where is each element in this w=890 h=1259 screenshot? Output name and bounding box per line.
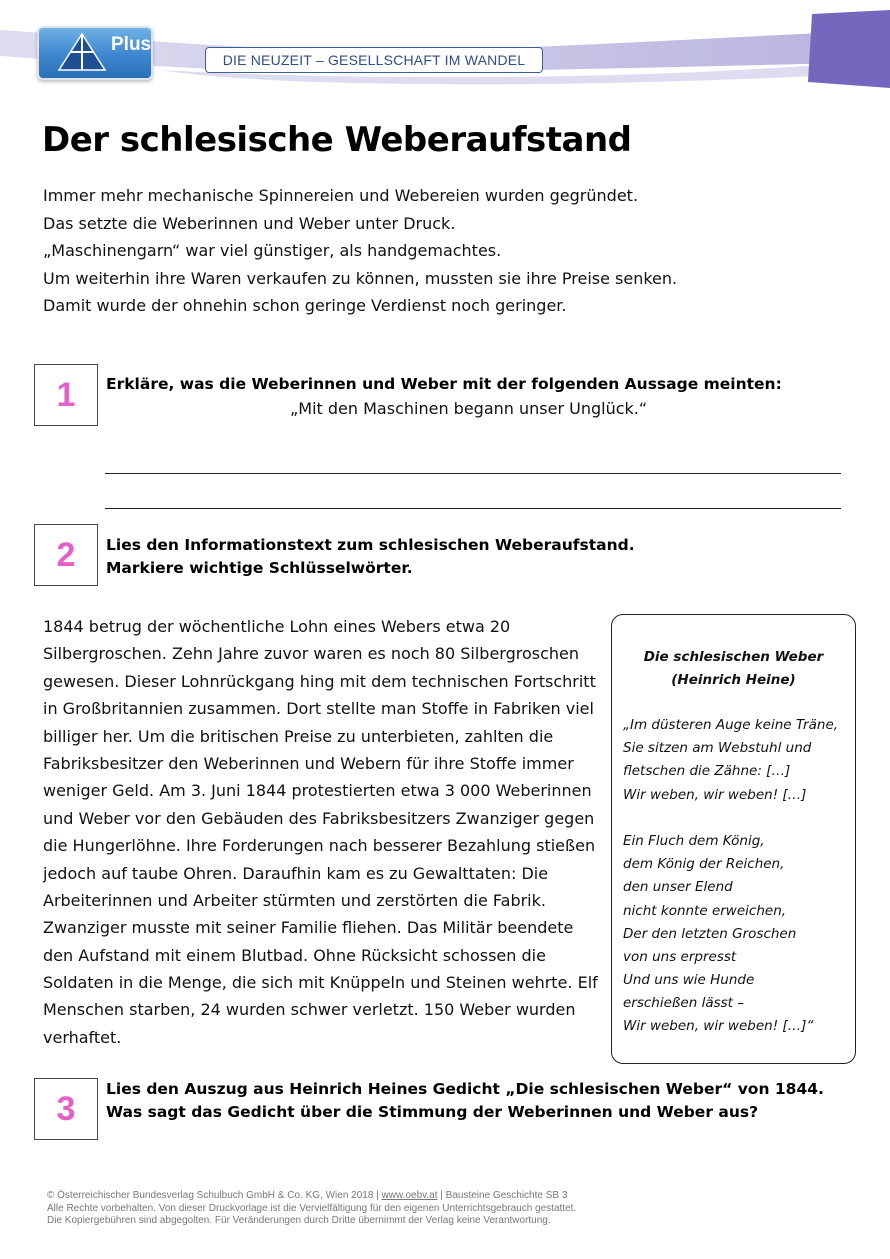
- section-label: DIE NEUZEIT – GESELLSCHAFT IM WANDEL: [205, 47, 543, 73]
- info-line: verhaftet.: [43, 1027, 122, 1047]
- info-line: Zwanziger musste mit seiner Familie fliehen. Das Militär beendete: [43, 918, 574, 938]
- info-line: die Hungerlöhne. Ihre Forderungen nach besserer Bezahlung stießen: [43, 836, 596, 856]
- intro-line: Immer mehr mechanische Spinnereien und Webereien wurden gegründet.: [43, 186, 639, 205]
- poem-box: [611, 614, 856, 1064]
- poem-line: dem König der Reichen,: [623, 856, 785, 873]
- task-1-quote: „Mit den Maschinen begann unser Unglück.“: [290, 399, 648, 418]
- poem-line: den unser Elend: [623, 879, 733, 896]
- answer-line[interactable]: [105, 473, 841, 474]
- poem-line: Wir weben, wir weben! […]: [623, 786, 807, 803]
- intro-line: Um weiterhin ihre Waren verkaufen zu können, mussten sie ihre Preise senken.: [43, 268, 678, 288]
- answer-line[interactable]: [105, 508, 841, 509]
- poem-line: Wir weben, wir weben! […]“: [623, 1018, 814, 1035]
- task-3-line: Was sagt das Gedicht über die Stimmung der Weberinnen und Weber aus?: [106, 1103, 759, 1121]
- intro-line: Das setzte die Weberinnen und Weber unter Druck.: [43, 213, 456, 233]
- info-line: Menschen starben, 24 wurden schwer verletzt. 150 Weber wurden: [43, 1000, 576, 1020]
- publisher-logo: [37, 26, 153, 80]
- poem-line: erschießen lässt –: [623, 995, 745, 1012]
- task-2-line: Lies den Informationstext zum schlesischen Weberaufstand.: [106, 536, 635, 554]
- info-line: billiger her. Um die britischen Preise zu unterbieten, zahlten die: [43, 726, 554, 746]
- footer-series: | Bausteine Geschichte SB 3: [437, 1190, 568, 1201]
- poem-line: Sie sitzen am Webstuhl und: [623, 740, 812, 757]
- poem-line: Und uns wie Hunde: [623, 972, 755, 989]
- footer: [47, 1190, 847, 1228]
- logo-text: Plus: [111, 34, 152, 55]
- task-2-line: Markiere wichtige Schlüsselwörter.: [106, 559, 413, 577]
- info-line: weniger Geld. Am 3. Juni 1844 protestierten etwa 3 000 Weberinnen: [43, 781, 592, 801]
- footer-copyright: © Österreichischer Bundesverlag Schulbuch GmbH & Co. KG, Wien 2018 |: [47, 1190, 382, 1201]
- info-line: den Aufstand mit einem Blutbad. Ohne Rücksicht schossen die: [43, 945, 546, 965]
- task-2-instruction: [106, 534, 846, 580]
- task-3-instruction: [106, 1078, 846, 1124]
- intro-text: [43, 182, 723, 320]
- info-text: [43, 613, 603, 1051]
- info-line: Arbeiterinnen und Arbeiter stürmten und zerstörten die Fabrik.: [43, 890, 546, 910]
- poem-text: [623, 714, 851, 1039]
- poem-line: von uns erpresst: [623, 948, 737, 965]
- intro-line: „Maschinengarn“ war viel günstiger, als handgemachtes.: [43, 241, 502, 260]
- task-number-box-3: 3: [34, 1078, 98, 1140]
- poem-author: (Heinrich Heine): [671, 672, 796, 688]
- triangle-logo-icon: [57, 32, 107, 72]
- poem-line: nicht konnte erweichen,: [623, 902, 787, 919]
- page-title: Der schlesische Weberaufstand: [42, 120, 632, 160]
- footer-line-2: Alle Rechte vorbehalten. Von dieser Druckvorlage ist die Vervielfältigung für den eigenen Unterrichtsgebrauch gestattet.: [47, 1202, 577, 1214]
- task-number-box-1: 1: [34, 364, 98, 426]
- intro-line: Damit wurde der ohnehin schon geringe Verdienst noch geringer.: [43, 296, 567, 315]
- poem-line: fletschen die Zähne: […]: [623, 763, 791, 780]
- info-line: Silbergroschen. Zehn Jahre zuvor waren es noch 80 Silbergroschen: [43, 644, 580, 664]
- task-3-line: Lies den Auszug aus Heinrich Heines Gedicht „Die schlesischen Weber“ von 1844.: [106, 1080, 824, 1098]
- info-line: in Großbritannien zusammen. Dort stellte man Stoffe in Fabriken viel: [43, 699, 594, 719]
- task-1-instruction: [106, 373, 846, 396]
- poem-line: „Im düsteren Auge keine Träne,: [623, 717, 839, 733]
- info-line: Soldaten in die Menge, die sich mit Knüppeln und Steinen wehrte. Elf: [43, 973, 598, 993]
- info-line: jedoch auf taube Ohren. Daraufhin kam es zu Gewalttaten: Die: [43, 863, 549, 883]
- poem-title: Die schlesischen Weber: [643, 649, 824, 665]
- task-number-box-2: 2: [34, 524, 98, 586]
- info-line: 1844 betrug der wöchentliche Lohn eines Webers etwa 20: [43, 617, 511, 636]
- footer-line-1: [47, 1190, 847, 1203]
- info-line: gewesen. Dieser Lohnrückgang hing mit dem technischen Fortschritt: [43, 671, 596, 691]
- publisher-link[interactable]: www.oebv.at: [381, 1190, 438, 1201]
- poem-line: Der den letzten Groschen: [623, 925, 797, 942]
- info-line: und Weber vor den Gebäuden des Fabriksbesitzers Zwanziger gegen: [43, 808, 595, 828]
- info-line: Fabriksbesitzer den Weberinnen und Webern für ihre Stoffe immer: [43, 753, 574, 773]
- poem-line: [623, 807, 851, 830]
- footer-line-3: Die Kopiergebühren sind abgegolten. Für Veränderungen durch Dritte übernimmt der Verlag keine Verantwortung.: [47, 1215, 551, 1226]
- task-1-line: Erkläre, was die Weberinnen und Weber mit der folgenden Aussage meinten:: [106, 375, 782, 393]
- poem-line: Ein Fluch dem König,: [623, 832, 765, 849]
